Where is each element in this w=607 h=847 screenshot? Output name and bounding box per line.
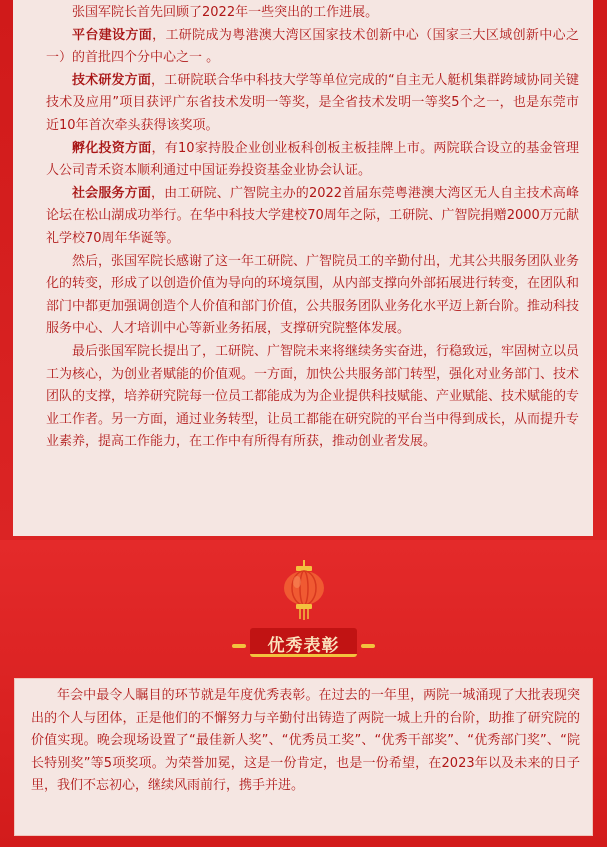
paragraph-social: [46, 183, 579, 251]
paragraph-lead: 孵化投资方面: [72, 140, 152, 156]
paragraph-research: [46, 70, 579, 138]
paragraph-text: ，由工研院、广智院主办的2022首届东莞粤港澳大湾区无人自主技术高峰论坛在松山湖成功举行。在华中科技大学建校70周年之际，工研院、广智院捐赠2000万元献礼学校70周年华诞等。: [46, 185, 579, 246]
paragraph-future: [46, 341, 579, 454]
paragraph-text: 张国军院长首先回顾了2022年一些突出的工作进展。: [72, 5, 379, 20]
red-lantern-icon: [281, 560, 327, 620]
paragraph-text: ，工研院联合华中科技大学等单位完成的“自主无人艇机集群跨域协同关键技术及应用”项目获评广东省技术发明一等奖，是全省技术发明一等奖5个之一，也是东莞市近10年首次牵头获得该奖项。: [46, 72, 579, 133]
paragraph-platform: [46, 25, 579, 70]
section-title: 优秀表彰: [267, 636, 340, 656]
paragraph-lead: 社会服务方面: [72, 185, 151, 201]
title-decoration-right: [361, 644, 375, 648]
article-card-top: [13, 0, 593, 536]
paragraph-lead: 技术研发方面: [72, 72, 151, 88]
paragraph-text: 最后张国军院长提出了，工研院、广智院未来将继续务实奋进，行稳致远，牢固树立以员工为核心，为创业者赋能的价值观。一方面，加快公共服务部门转型，强化对业务部门、技术团队的支撑，培养研究院每一位员工都能成为为企业提供科技赋能、产业赋能、技术赋能的专业工作者。另一方面，通过业务转型，让员工都能在研究院的平台当中得到成长，从而提升专业素养，提高工作能力，在工作中有所得有所获，推动创业者发展。: [46, 343, 580, 450]
title-decoration-left: [232, 644, 246, 648]
article-card-bottom: [14, 678, 593, 836]
paragraph-awards: 年会中最令人瞩目的环节就是年度优秀表彰。在过去的一年里，两院一城涌现了大批表现突出的个人与团体，正是他们的不懈努力与辛勤付出铸造了两院一城上升的台阶，助推了研究院的价值实现。晚会现场设置了“最佳新人奖”、“优秀员工奖”、“优秀干部奖”、“优秀部门奖”、“院长特别奖”等5项奖项。为荣誉加冕，这是一份肯定，也是一份希望，在2023年以及未来的日子里，我们不忘初心，继续风雨前行，携手并进。: [31, 688, 580, 794]
paragraph-text: ，有10家持股企业创业板科创板主板挂牌上市。两院联合设立的基金管理人公司青禾资本顺利通过中国证券投资基金业协会认证。: [46, 140, 579, 179]
section-title-banner: [250, 624, 357, 660]
paragraph-incubation: [46, 138, 579, 183]
paragraph-intro: [46, 2, 579, 25]
paragraph-thanks: [46, 251, 579, 341]
paragraph-lead: 平台建设方面: [72, 27, 153, 43]
paragraph-text: ，工研院成为粤港澳大湾区国家技术创新中心（国家三大区域创新中心之一）的首批四个分中心之一 。: [46, 27, 579, 66]
paragraph-text: 然后，张国军院长感谢了这一年工研院、广智院员工的辛勤付出，尤其公共服务团队业务化的转变，形成了以创造价值为导向的环境氛围，从内部支撑向外部拓展进行转变，在团队和部门中都更加强调创造个人价值和部门价值，公共服务团队业务化水平迈上新台阶。推动科技服务中心、人才培训中心等新业务拓展，支撑研究院整体发展。: [46, 253, 580, 337]
